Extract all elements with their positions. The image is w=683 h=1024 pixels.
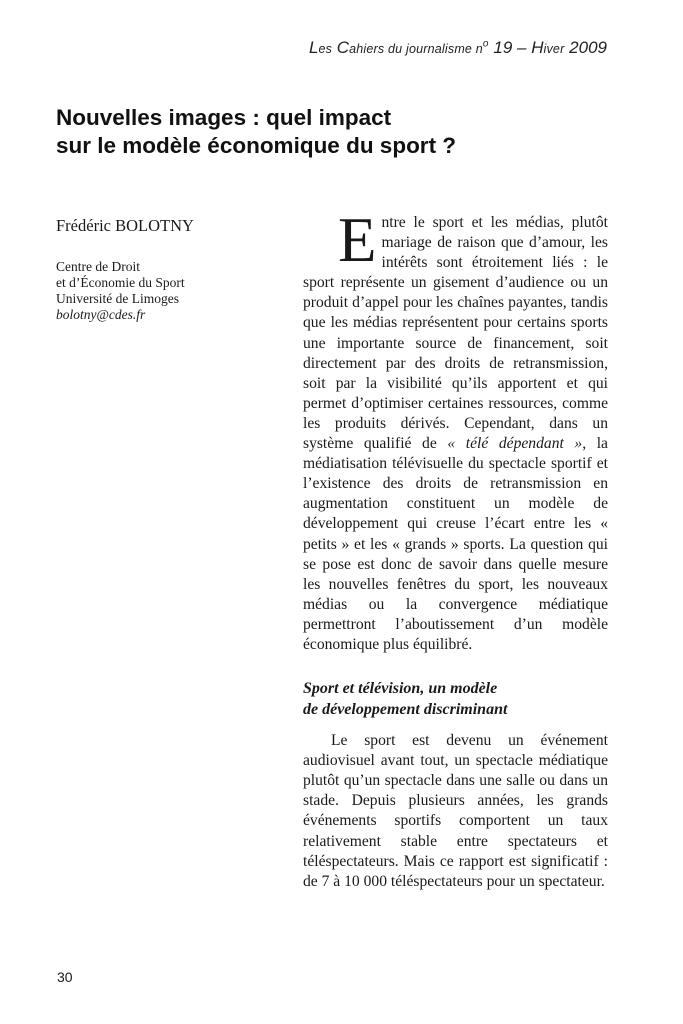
- author-email: bolotny@cdes.fr: [56, 307, 146, 322]
- header-text: o: [482, 38, 489, 50]
- header-text: C: [336, 38, 350, 57]
- section-heading-line: Sport et télévision, un modèle: [303, 680, 498, 698]
- affiliation-line: Université de Limoges: [56, 291, 179, 306]
- running-header: [309, 38, 607, 58]
- title-line-1: Nouvelles images : quel impact: [56, 105, 392, 130]
- header-text: iver: [543, 42, 565, 56]
- affiliation-line: et d’Économie du Sport: [56, 275, 185, 290]
- intro-text: , la médiatisation télévisuelle du spectacle sportif et l’existence des droits de retransmission en augmentation constituent un modèle de développement qui creuse l’écart entre les « petits » et les « grands » sports. La question qui se pose est donc de savoir dans quelle mesure les nouvelles fenêtres du sport, les nouveaux médias ou la convergence médiatique permettront l’aboutissement d’un modèle économique plus équilibré.: [303, 435, 608, 653]
- affiliation-line: Centre de Droit: [56, 259, 140, 274]
- intro-paragraph: [303, 205, 608, 655]
- article-title: [56, 104, 616, 160]
- header-text: 2009: [564, 38, 607, 57]
- author-name: Frédéric BOLOTNY: [56, 216, 194, 235]
- section-heading: [303, 679, 608, 720]
- author-affiliation: [56, 259, 185, 323]
- intro-italic-term: « télé dépendant »: [447, 435, 583, 453]
- header-text: es: [318, 42, 333, 56]
- intro-text: ntre le sport et les médias, plutôt mariage de raison que d’amour, les intérêts sont étroitement liés : le sport représente un gisement d’audience ou un produit d’appel pour les chaînes payantes, tandis que les médias représentent pour certains sports une importante source de financement, soit directement par des droits de retransmission, soit par la visibilité qu’ils apportent et qui permet d’optimiser certaines ressources, comme les produits dérivés. Cependant, dans un système qualifié de: [303, 214, 608, 453]
- header-text: L: [308, 38, 319, 57]
- title-line-2: sur le modèle économique du sport ?: [56, 133, 457, 158]
- page-number: 30: [57, 969, 73, 985]
- header-text: 19 – H: [488, 38, 544, 57]
- section-heading-line: de développement discriminant: [303, 700, 508, 718]
- header-text: ahiers du journalisme n: [349, 42, 483, 56]
- drop-cap: E: [338, 205, 377, 275]
- section-paragraph: Le sport est devenu un événement audiovisuel avant tout, un spectacle médiatique plutôt qu’un spectacle dans une salle ou dans un stade. Depuis plusieurs années, les grands événements sportifs comportent un taux relativement stable entre spectateurs et téléspectateurs. Mais ce rapport est significatif : de 7 à 10 000 téléspectateurs pour un spectateur.: [303, 732, 608, 890]
- article-body: [303, 205, 608, 892]
